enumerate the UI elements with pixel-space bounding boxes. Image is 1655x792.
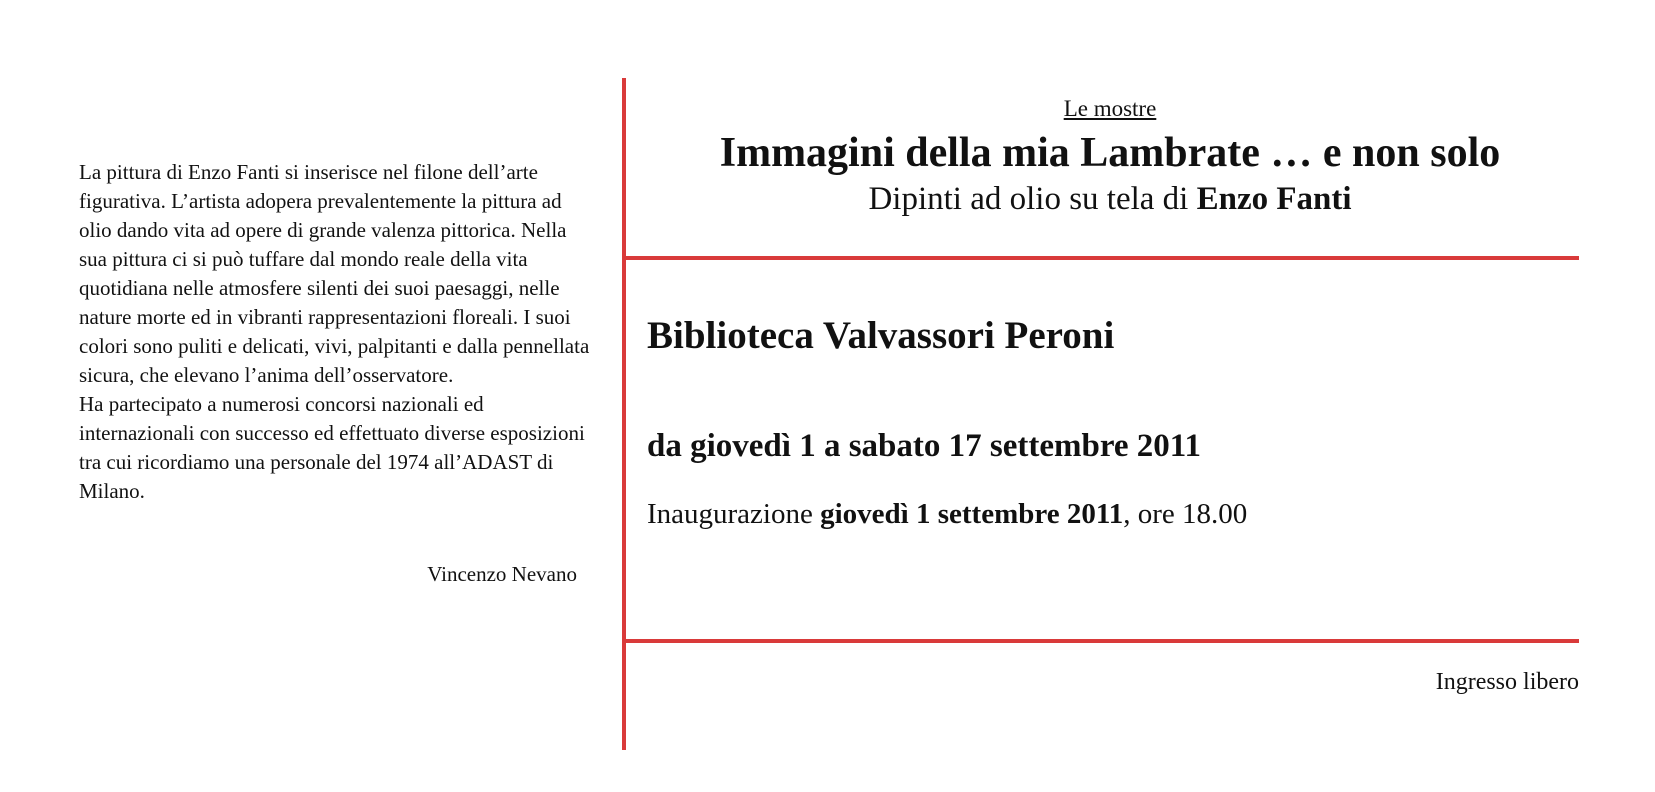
opening-prefix: Inaugurazione [647, 498, 821, 530]
artist-name: Enzo Fanti [1196, 181, 1352, 217]
venue-name: Biblioteca Valvassori Peroni [647, 314, 1115, 357]
header-divider [622, 256, 1579, 260]
exhibit-dates: da giovedì 1 a sabato 17 settembre 2011 [647, 428, 1201, 464]
vertical-divider [622, 78, 626, 750]
description-paragraph-1: La pittura di Enzo Fanti si inserisce nel filone dell’arte figurativa. L’artista adopera prevalentemente la pittura ad olio dando vita ad opere di grande valenza pittorica. Nella sua pittura ci si può tuffare dal mondo reale della vita quotidiana nelle atmosfere silenti dei suoi paesaggi, nelle nature morte ed in vibranti rappresentazioni floreali. I suoi colori sono puliti e delicati, vivi, palpitanti e dalla pennellata sicura, che elevano l’anima dell’osservatore. [79, 160, 590, 387]
exhibit-title: Immagini della mia Lambrate … e non solo [719, 130, 1501, 176]
description-author: Vincenzo Nevano [427, 562, 577, 586]
footer-divider [622, 639, 1579, 643]
section-label: Le mostre [1063, 96, 1157, 121]
exhibit-subtitle [640, 178, 1580, 220]
description-paragraph-2: Ha partecipato a numerosi concorsi nazionali ed internazionali con successo ed effettuato diverse esposizioni tra cui ricordiamo una personale del 1974 all’ADAST di Milano. [79, 392, 585, 503]
opening-time: , ore 18.00 [1123, 498, 1248, 530]
artist-description [79, 158, 599, 506]
opening-date: giovedì 1 settembre 2011 [820, 498, 1124, 530]
entry-note: Ingresso libero [1435, 669, 1579, 695]
opening-info [647, 495, 1247, 533]
subtitle-text: Dipinti ad olio su tela di [868, 181, 1197, 217]
